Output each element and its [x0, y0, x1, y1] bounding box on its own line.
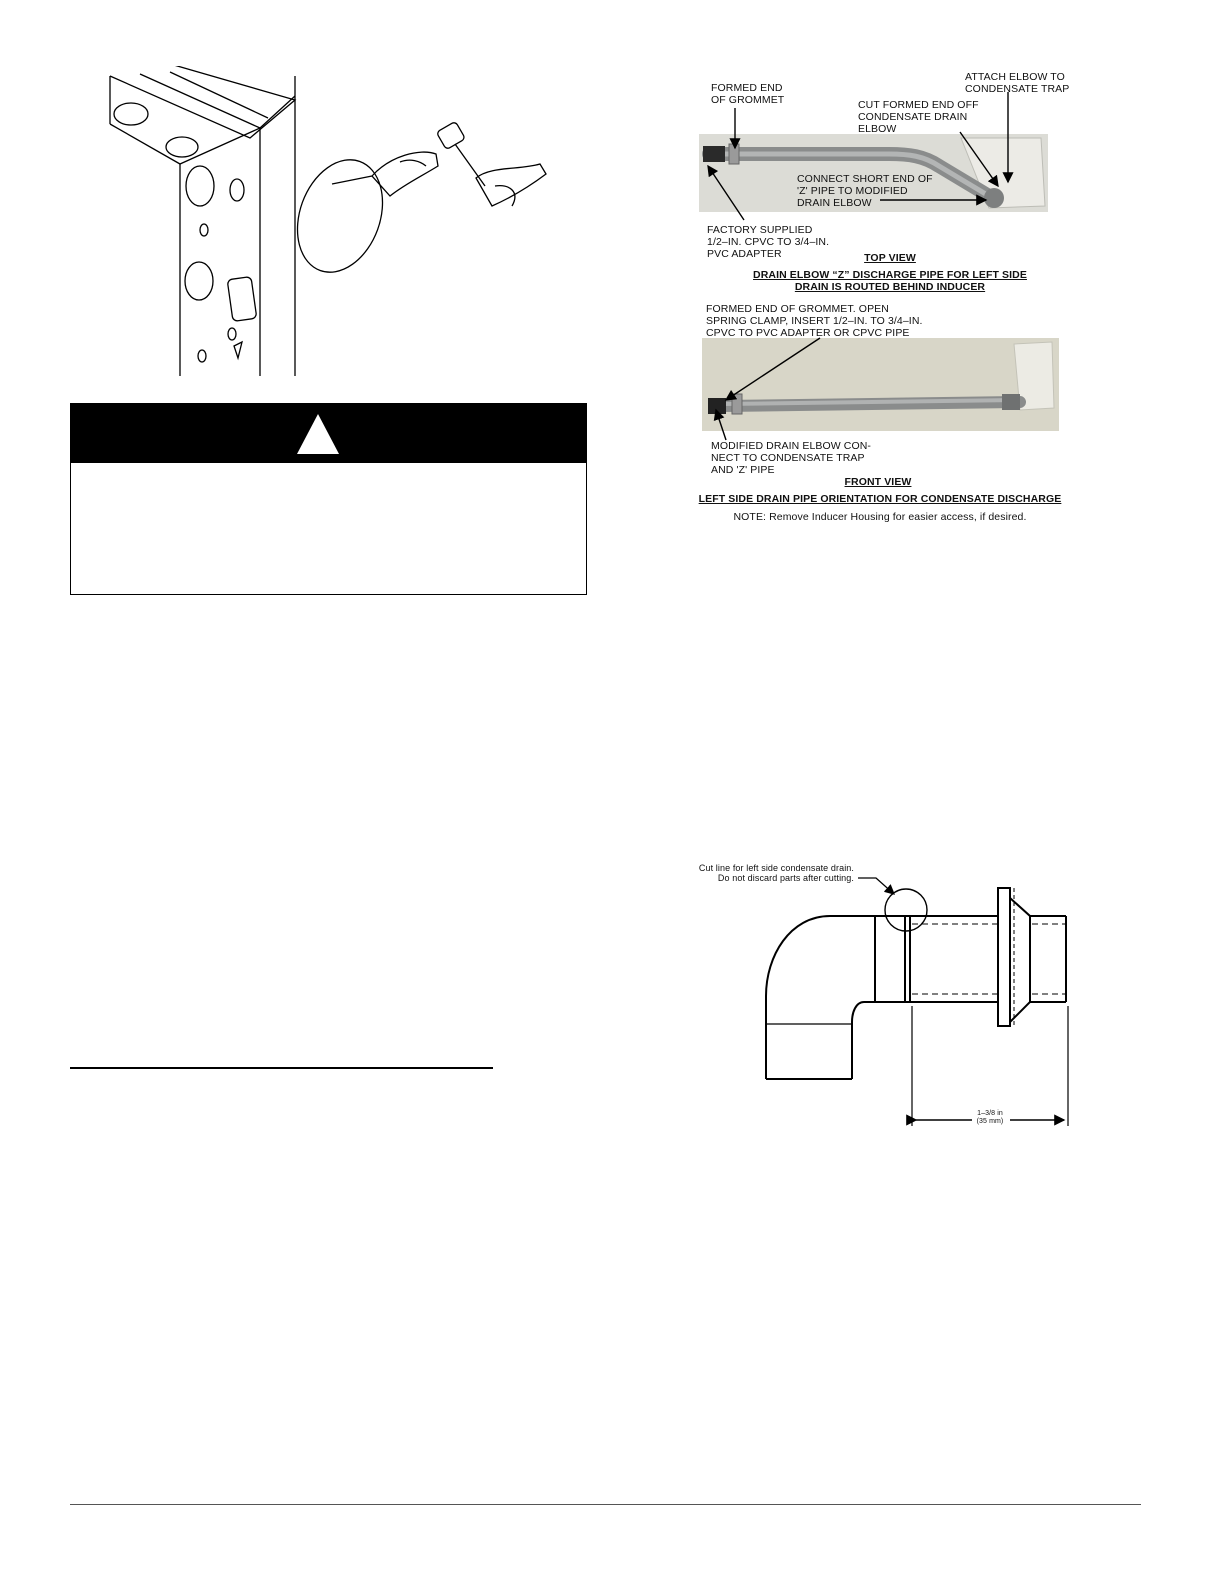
label-connect-short-end: CONNECT SHORT END OF 'Z' PIPE TO MODIFIED DRAIN ELBOW [797, 173, 933, 209]
front-view-title: FRONT VIEW [844, 476, 912, 488]
dimension-label: 1–3/8 in (35 mm) [976, 1110, 1004, 1125]
label-cut-formed-end: CUT FORMED END OFF CONDENSATE DRAIN ELBOW [858, 99, 979, 135]
drain-elbow-drawing [760, 876, 1080, 1136]
top-view-caption: DRAIN ELBOW “Z” DISCHARGE PIPE FOR LEFT SIDE DRAIN IS ROUTED BEHIND INDUCER [753, 269, 1027, 293]
label-formed-end-grommet: FORMED END OF GROMMET [711, 82, 785, 106]
knockout-removal-illustration [100, 66, 570, 378]
label-formed-end-open: FORMED END OF GROMMET. OPEN SPRING CLAMP, INSERT 1/2–IN. TO 3/4–IN. CPVC TO PVC ADAPTER OR CPVC PIPE [706, 303, 923, 339]
label-factory-supplied: FACTORY SUPPLIED 1/2–IN. CPVC TO 3/4–IN. PVC ADAPTER [707, 224, 830, 260]
footer-rule [70, 1504, 1141, 1505]
top-view-callouts [690, 60, 1090, 240]
top-view-title: TOP VIEW [864, 252, 916, 264]
warning-triangle-icon [295, 412, 341, 456]
label-attach-elbow: ATTACH ELBOW TO CONDENSATE TRAP [965, 71, 1070, 95]
front-view-callouts [690, 330, 890, 450]
cut-line-label: Cut line for left side condensate drain. Do not discard parts after cutting. [698, 863, 854, 883]
warning-box [70, 403, 587, 595]
label-modified-elbow: MODIFIED DRAIN ELBOW CON- NECT TO CONDENSATE TRAP AND 'Z' PIPE [711, 440, 872, 476]
front-view-caption: LEFT SIDE DRAIN PIPE ORIENTATION FOR CONDENSATE DISCHARGE [698, 493, 1062, 505]
front-view-note: NOTE: Remove Inducer Housing for easier access, if desired. [733, 511, 1027, 523]
section-divider [70, 1067, 493, 1069]
